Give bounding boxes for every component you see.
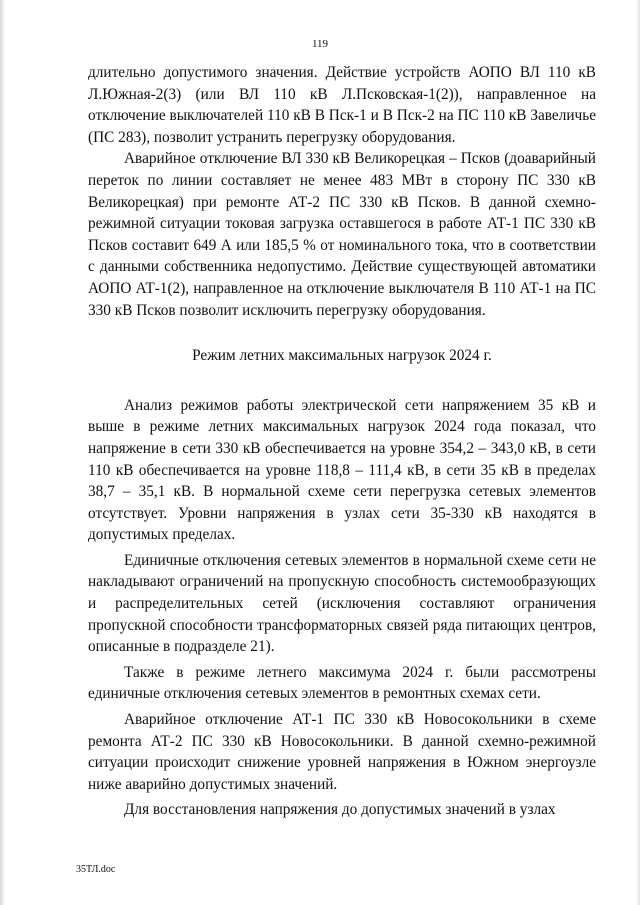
paragraph: Анализ режимов работы электрической сети напряжением 35 кВ и выше в режиме летних максимальных нагрузок 2024 года показал, что напряжение в сети 330 кВ обеспечивается на уровне 354,2 – 343,0 кВ, в сети 110 кВ обеспечивается на уровне 118,8 – 111,4 кВ, в сети 35 кВ в пределах 38,7 – 35,1 кВ. В нормальной схеме сети перегрузка сетевых элементов отсутствует. Уровни напряжения в узлах сети 35-330 кВ находятся в допустимых пределах. — [88, 396, 596, 544]
paragraph: Для восстановления напряжения до допустимых значений в узлах — [124, 801, 556, 819]
paragraph: Аварийное отключение ВЛ 330 кВ Великорецкая – Псков (доаварийный переток по линии составляет не менее 483 МВт в сторону ПС 330 кВ Великорецкая) при ремонте АТ-2 ПС 330 кВ Псков. В данной схемно-режимной ситуации токовая загрузка оставшегося в работе АТ-1 ПС 330 кВ Псков составит 649 А или 185,5 % от номинального тока, что в соответствии с данными собственника недопустимо. Действие существующей автоматики АОПО АТ-1(2), направленное на отключение выключателя В 110 АТ-1 на ПС 330 кВ Псков позволит исключить перегрузку оборудования. — [88, 150, 596, 319]
page-number: 119 — [311, 38, 329, 50]
paragraph: Аварийное отключение АТ-1 ПС 330 кВ Новосокольники в схеме ремонта АТ-2 ПС 330 кВ Новосокольники. В данной схемно-режимной ситуации происходит снижение уровней напряжения в Южном энергоузле ниже аварийно допустимых значений. — [88, 711, 596, 793]
section-heading: Режим летних максимальных нагрузок 2024 г. — [192, 347, 492, 365]
body-text — [88, 62, 596, 821]
scan-edge-right — [636, 0, 640, 905]
paragraph: Единичные отключения сетевых элементов в нормальной схеме сети не накладывают ограничений на пропускную способность системообразующих и распределительных сетей (исключения составляют ограничения пропускной способности трансформаторных связей ряда питающих центров, описанные в подразделе 21). — [88, 551, 596, 656]
footer-filename: 35ТЛ.doc — [76, 864, 116, 875]
paragraph-continuation: длительно допустимого значения. Действие устройств АОПО ВЛ 110 кВ Л.Южная-2(3) (или ВЛ 110 кВ Л.Псковская-1(2)), направленное на отключение выключателей 110 кВ В Пск-1 и В Пск-2 на ПС 110 кВ Завеличье (ПС 283), позволит устранить перегрузку оборудования. — [88, 64, 596, 146]
scan-edge-left — [0, 0, 5, 905]
paragraph: Также в режиме летнего максимума 2024 г. были рассмотрены единичные отключения сетевых элементов в ремонтных схемах сети. — [88, 663, 596, 703]
